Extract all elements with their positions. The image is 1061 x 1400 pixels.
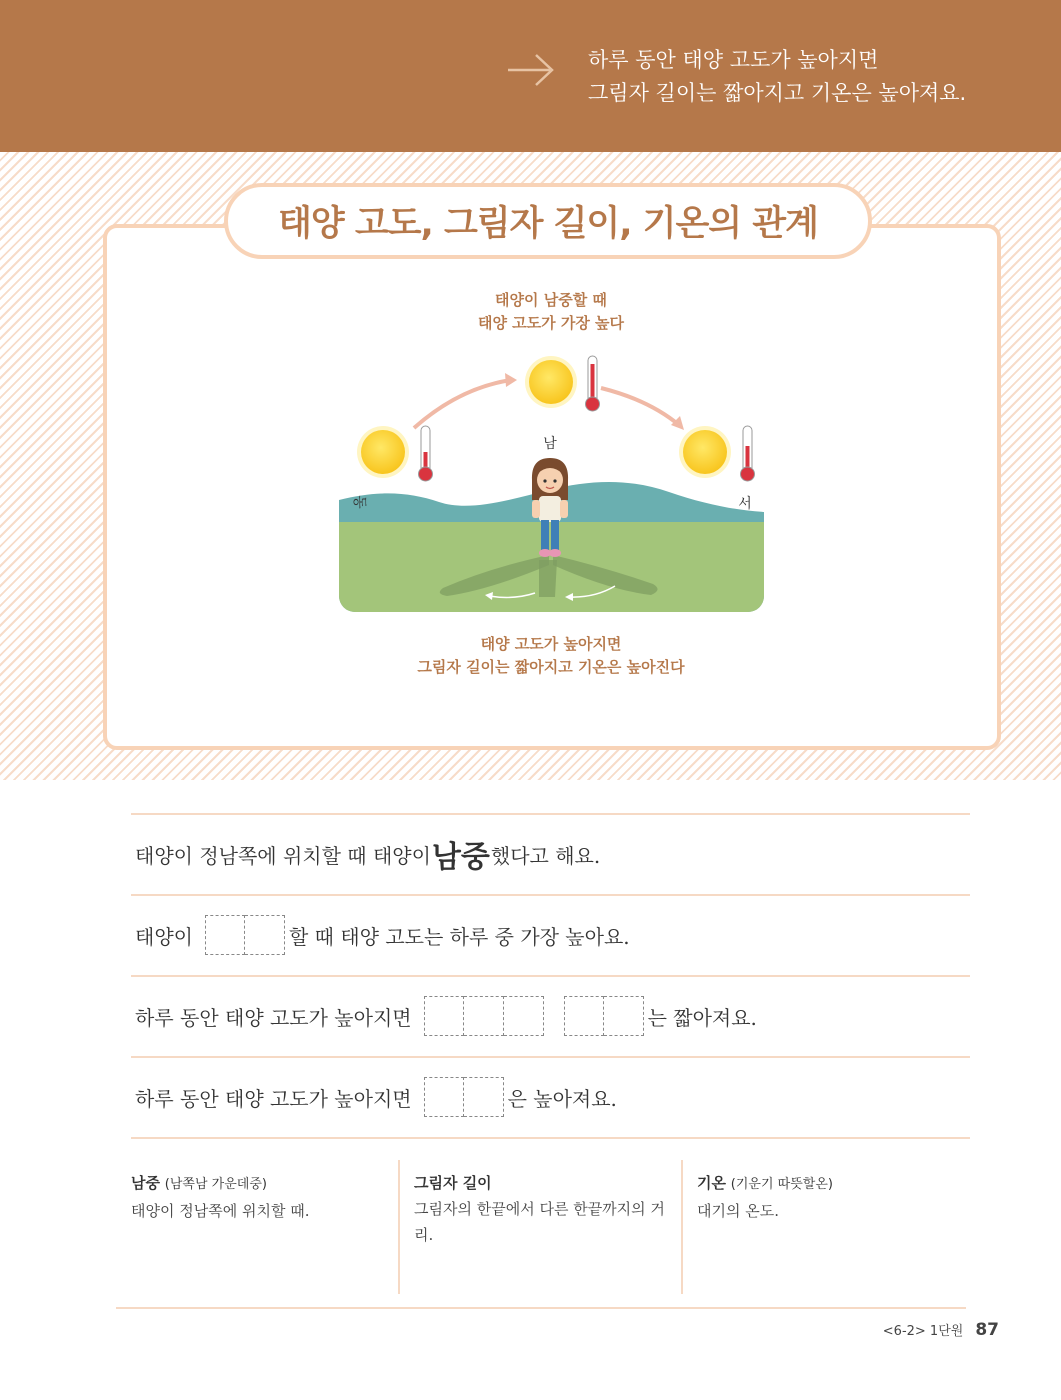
row-3-after: 는 짧아져요. [647, 1005, 757, 1030]
glossary-item-namjung [131, 1170, 391, 1224]
row-4-before: 하루 동안 태양 고도가 높아지면 [135, 1086, 412, 1111]
sentence-row-2 [135, 895, 630, 975]
blank-box[interactable] [424, 996, 464, 1036]
bottom-caption-line-1: 태양 고도가 높아지면 [480, 635, 622, 653]
blank-box[interactable] [464, 1077, 504, 1117]
row-1-before: 태양이 정남쪽에 위치할 때 태양이 [135, 843, 431, 868]
label-west: 서 [738, 496, 752, 512]
sun-noon-icon [525, 356, 577, 408]
label-south: 남 [543, 436, 557, 452]
top-banner [0, 0, 1061, 152]
glossary-definition: 그림자의 한끝에서 다른 한끝까지의 거리. [414, 1200, 665, 1244]
arc-arrow-rising [414, 380, 511, 428]
blank-box[interactable] [245, 915, 285, 955]
arc-arrow-setting [601, 388, 679, 425]
glossary-term: 기온 [697, 1174, 726, 1192]
banner-summary [588, 44, 966, 110]
sun-west-icon [679, 426, 731, 478]
thermometer-high-icon [586, 356, 600, 411]
blank-box[interactable] [424, 1077, 464, 1117]
label-east: 동 [351, 495, 367, 509]
unit-label: <6-2> 1단원 [882, 1324, 964, 1339]
sun-altitude-illustration [339, 350, 764, 612]
blank-box[interactable] [464, 996, 504, 1036]
bottom-caption-line-2: 그림자 길이는 짧아지고 기온은 높아진다 [417, 658, 685, 676]
page-number: 87 [975, 1320, 999, 1340]
arrow-right-icon [506, 50, 556, 90]
glossary-definition: 대기의 온도. [697, 1202, 779, 1220]
row-1-after: 했다고 해요. [490, 843, 601, 868]
sun-east-icon [357, 426, 409, 478]
sentence-row-3 [135, 976, 757, 1056]
answer-blank-temperature[interactable] [424, 1077, 504, 1117]
thermometer-low-icon [419, 426, 433, 481]
glossary-hanja: (남쪽남 가운데중) [164, 1177, 267, 1192]
row-1-emphasis: 남중 [431, 840, 490, 875]
banner-line-2: 그림자 길이는 짧아지고 기온은 높아져요. [588, 81, 967, 105]
answer-blank-length[interactable] [564, 996, 644, 1036]
row-3-before: 하루 동안 태양 고도가 높아지면 [135, 1005, 412, 1030]
row-2-after: 할 때 태양 고도는 하루 중 가장 높아요. [288, 924, 630, 949]
arc-arrowhead-rising [505, 373, 517, 387]
footer-divider [116, 1307, 966, 1309]
blank-box[interactable] [604, 996, 644, 1036]
blank-box[interactable] [504, 996, 544, 1036]
top-caption [301, 289, 801, 335]
row-4-after: 은 높아져요. [507, 1086, 617, 1111]
glossary-definition: 태양이 정남쪽에 위치할 때. [131, 1202, 310, 1220]
glossary-divider [681, 1160, 683, 1294]
sentence-row-1 [135, 814, 600, 894]
page-footer [883, 1320, 999, 1340]
glossary-item-temperature [697, 1170, 957, 1224]
answer-blank-namjung[interactable] [205, 915, 285, 955]
row-2-before: 태양이 [135, 924, 193, 949]
card-title: 태양 고도, 그림자 길이, 기온의 관계 [224, 183, 872, 259]
glossary-item-shadow-length [414, 1170, 674, 1248]
bottom-caption [301, 633, 801, 679]
glossary-term: 그림자 길이 [414, 1174, 492, 1192]
glossary-term: 남중 [131, 1174, 160, 1192]
glossary-divider [398, 1160, 400, 1294]
banner-line-1: 하루 동안 태양 고도가 높아지면 [588, 48, 879, 72]
top-caption-line-2: 태양 고도가 가장 높다 [477, 314, 625, 332]
blank-box[interactable] [205, 915, 245, 955]
glossary-hanja: (기운기 따뜻할온) [730, 1177, 833, 1192]
thermometer-mid-icon [741, 426, 755, 481]
blank-box[interactable] [564, 996, 604, 1036]
row-divider [131, 1137, 970, 1139]
answer-blank-shadow[interactable] [424, 996, 544, 1036]
top-caption-line-1: 태양이 남중할 때 [495, 291, 607, 309]
sentence-row-4 [135, 1057, 617, 1137]
